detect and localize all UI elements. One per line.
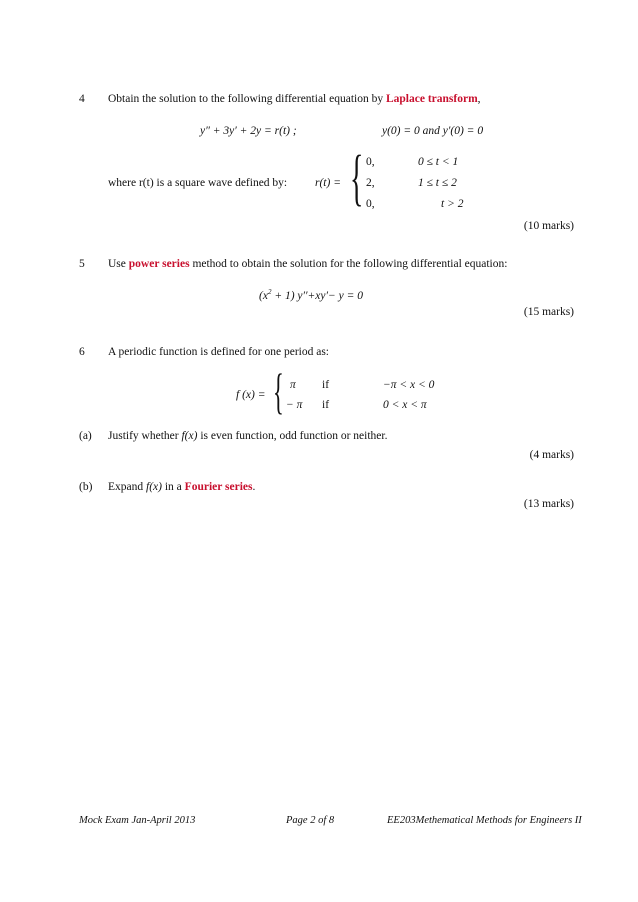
q5-eq-b: + 1) y′′+xy′− y = 0 [271, 289, 364, 302]
q6b-text [108, 481, 255, 493]
q4-intro-text: Obtain the solution to the following differential equation by [108, 93, 386, 105]
q5-intro [108, 258, 507, 270]
q6b-marks: (13 marks) [523, 498, 574, 510]
q4-r-lhs: r(t) = [315, 177, 341, 189]
q6-f-lhs: f (x) = [236, 389, 266, 401]
q5-intro-pre: Use [108, 258, 129, 270]
q5-marks: (15 marks) [523, 306, 574, 318]
q6b-label: (b) [79, 481, 93, 493]
q4-number: 4 [79, 93, 85, 105]
q4-piece-0-value: 0, [366, 156, 375, 168]
q4-intro-post: , [477, 93, 481, 105]
q6a-text-italic: f(x) [181, 430, 198, 442]
q5-highlight: power series [128, 258, 190, 270]
q4-initial-conditions: y(0) = 0 and y′(0) = 0 [382, 125, 484, 137]
q5-eq-a: (x [259, 289, 268, 302]
q6a-label: (a) [79, 430, 92, 442]
footer-left: Mock Exam Jan-April 2013 [79, 815, 196, 826]
q4-marks: (10 marks) [523, 220, 574, 232]
q6-brace: { [273, 363, 284, 419]
q4-piece-2-condition: t > 2 [441, 198, 464, 210]
q6-piece-1-if: if [322, 399, 330, 411]
footer-page-number: Page 2 of 8 [286, 815, 335, 826]
q6a-text-pre: Justify whether [108, 430, 182, 442]
q6a-text [108, 430, 387, 442]
q4-piece-1-condition: 1 ≤ t ≤ 2 [418, 177, 457, 189]
q4-piece-2-value: 0, [366, 198, 375, 210]
q4-intro [108, 93, 481, 105]
q5-equation [259, 288, 363, 302]
q6b-text-mid: in a [161, 481, 185, 493]
q4-where-text: where r(t) is a square wave defined by: [108, 177, 288, 189]
q4-highlight: Laplace transform [385, 93, 478, 105]
q6-number: 6 [79, 346, 85, 358]
q4-piece-1-value: 2, [366, 177, 375, 189]
q6b-text-post: . [252, 481, 256, 493]
q4-brace: { [350, 144, 364, 212]
q6b-highlight: Fourier series [184, 481, 253, 493]
q5-eq-sup: 2 [267, 288, 272, 296]
q6-piece-1-condition: 0 < x < π [383, 399, 427, 411]
q6-piece-1-value: − π [286, 399, 303, 411]
q6a-text-post: is even function, odd function or neither. [197, 430, 388, 442]
q6b-text-italic: f(x) [146, 481, 162, 493]
q6-piece-0-if: if [322, 379, 330, 391]
q6-piece-0-value: π [290, 379, 296, 391]
footer-course: EE203Methematical Methods for Engineers II [387, 815, 582, 826]
q4-equation: y″ + 3y′ + 2y = r(t) ; [200, 125, 297, 137]
q6b-text-pre: Expand [108, 481, 147, 493]
q6a-marks: (4 marks) [529, 449, 574, 461]
q4-piece-0-condition: 0 ≤ t < 1 [418, 156, 459, 168]
q6-intro: A periodic function is defined for one period as: [108, 346, 329, 358]
q5-intro-post: method to obtain the solution for the following differential equation: [189, 258, 508, 270]
q5-number: 5 [79, 258, 85, 270]
q6-piece-0-condition: −π < x < 0 [383, 379, 435, 391]
